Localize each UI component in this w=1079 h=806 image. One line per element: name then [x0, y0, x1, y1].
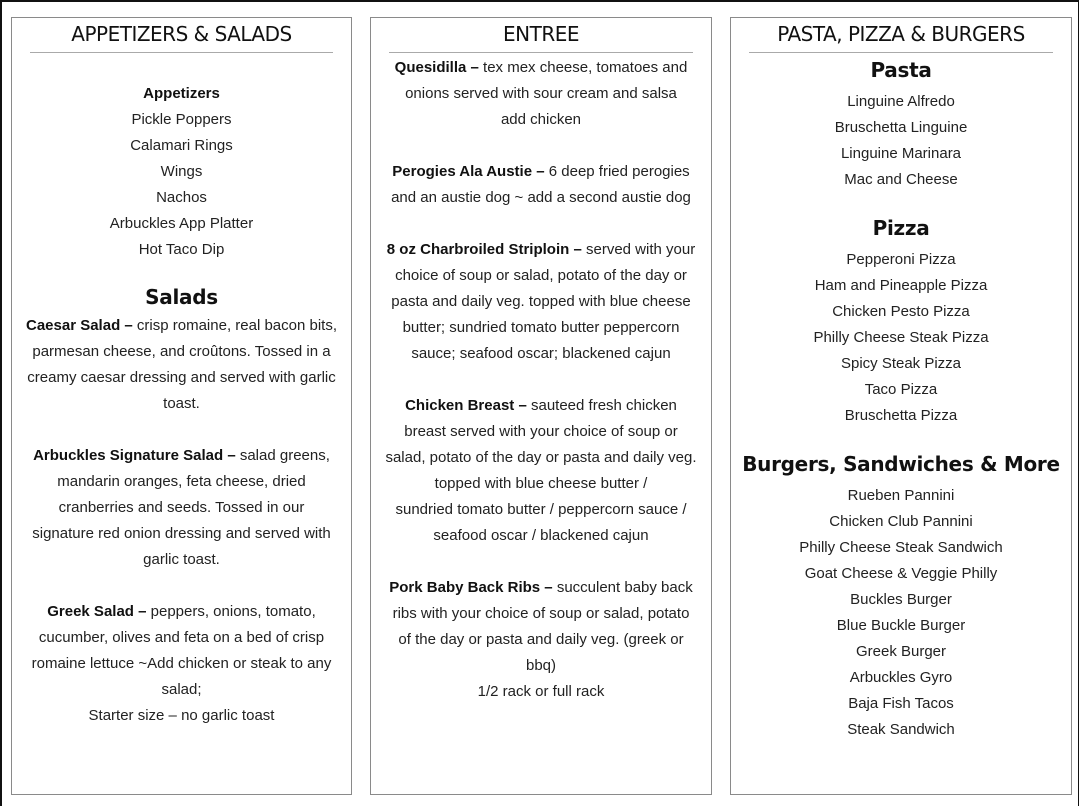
menu-item-description: Greek Salad – peppers, onions, tomato, cucumber, olives and feta on a bed of crisp romaine lettuce ~Add chicken or steak to any salad;	[31, 603, 332, 698]
menu-item-description: Perogies Ala Austie – 6 deep fried perogies and an austie dog ~ add a second austie dog	[391, 163, 691, 206]
menu-item-description: Quesidilla – tex mex cheese, tomatoes and onions served with sour cream and salsa	[394, 59, 688, 102]
menu-item: Baja Fish Tacos	[848, 695, 954, 712]
menu-item: Wings	[160, 163, 203, 180]
pasta-pizza-burgers-column	[730, 17, 1072, 795]
menu-item-description: 8 oz Charbroiled Striploin – served with your choice of soup or salad, potato of the day or pasta and daily veg. topped with blue cheese butter; sundried tomato butter peppercorn sauce; seafood oscar; blackened cajun	[386, 241, 696, 362]
menu-item: Linguine Marinara	[840, 145, 962, 162]
menu-item: Rueben Pannini	[847, 487, 955, 504]
menu-item-name: Caesar Salad –	[26, 317, 133, 334]
menu-item: Hot Taco Dip	[138, 241, 225, 258]
appetizers-heading: Appetizers	[143, 85, 220, 102]
menu-item: Arbuckles Gyro	[849, 669, 953, 686]
menu-item-note: Starter size – no garlic toast	[88, 707, 275, 724]
menu-item: Steak Sandwich	[847, 721, 955, 738]
menu-item: Calamari Rings	[130, 137, 233, 154]
menu-item: Buckles Burger	[850, 591, 952, 608]
menu-item-description: Caesar Salad – crisp romaine, real bacon bits, parmesan cheese, and croûtons. Tossed in a creamy caesar dressing and served with garlic toast.	[26, 317, 338, 412]
entree-column	[370, 17, 712, 795]
menu-item: Mac and Cheese	[844, 171, 958, 188]
menu-item-note: sundried tomato butter / peppercorn sauce / seafood oscar / blackened cajun	[395, 501, 687, 544]
menu-item: Bruschetta Pizza	[844, 407, 958, 424]
menu-item-note: 1/2 rack or full rack	[477, 683, 605, 700]
pasta-heading: Pasta	[870, 58, 932, 82]
menu-item-name: 8 oz Charbroiled Striploin –	[386, 241, 582, 258]
menu-item-name: Quesidilla –	[394, 59, 479, 76]
pizza-heading: Pizza	[872, 216, 930, 240]
menu-item-description: Pork Baby Back Ribs – succulent baby back ribs with your choice of soup or salad, potato of the day or pasta and daily veg. (greek or bbq)	[389, 579, 693, 674]
column-title: PASTA, PIZZA & BURGERS	[777, 22, 1025, 46]
menu-item: Pepperoni Pizza	[846, 251, 956, 268]
menu-item-name: Arbuckles Signature Salad –	[33, 447, 236, 464]
menu-item: Spicy Steak Pizza	[840, 355, 962, 372]
menu-item: Bruschetta Linguine	[834, 119, 968, 136]
menu-item: Blue Buckle Burger	[836, 617, 966, 634]
menu-item: Philly Cheese Steak Sandwich	[799, 539, 1003, 556]
menu-item-description: Arbuckles Signature Salad – salad greens, mandarin oranges, feta cheese, dried cranberries and seeds. Tossed in our signature red onion dressing and served with garlic toast.	[32, 447, 331, 568]
menu-item-name: Perogies Ala Austie –	[392, 163, 545, 180]
menu-item-name: Greek Salad –	[47, 603, 147, 620]
menu-item: Goat Cheese & Veggie Philly	[804, 565, 998, 582]
divider	[749, 52, 1053, 53]
menu-item-name: Chicken Breast –	[405, 397, 527, 414]
column-title: APPETIZERS & SALADS	[71, 22, 292, 46]
menu-item-note: add chicken	[500, 111, 582, 128]
menu-item: Chicken Pesto Pizza	[832, 303, 970, 320]
menu-item: Arbuckles App Platter	[109, 215, 254, 232]
menu-item-description: Chicken Breast – sauteed fresh chicken breast served with your choice of soup or salad, potato of the day or pasta and daily veg. topped with blue cheese butter /	[385, 397, 697, 492]
menu-item: Nachos	[156, 189, 207, 206]
menu-item: Philly Cheese Steak Pizza	[813, 329, 989, 346]
menu-item: Pickle Poppers	[131, 111, 232, 128]
appetizers-salads-column	[11, 17, 352, 795]
menu-item: Taco Pizza	[864, 381, 938, 398]
menu-item: Ham and Pineapple Pizza	[814, 277, 988, 294]
salads-heading: Salads	[145, 285, 218, 309]
burgers-heading: Burgers, Sandwiches & More	[742, 452, 1060, 476]
menu-item-name: Pork Baby Back Ribs –	[389, 579, 553, 596]
menu-item: Greek Burger	[855, 643, 947, 660]
menu-item: Linguine Alfredo	[847, 93, 955, 110]
column-title: ENTREE	[503, 22, 579, 46]
menu-item: Chicken Club Pannini	[829, 513, 973, 530]
